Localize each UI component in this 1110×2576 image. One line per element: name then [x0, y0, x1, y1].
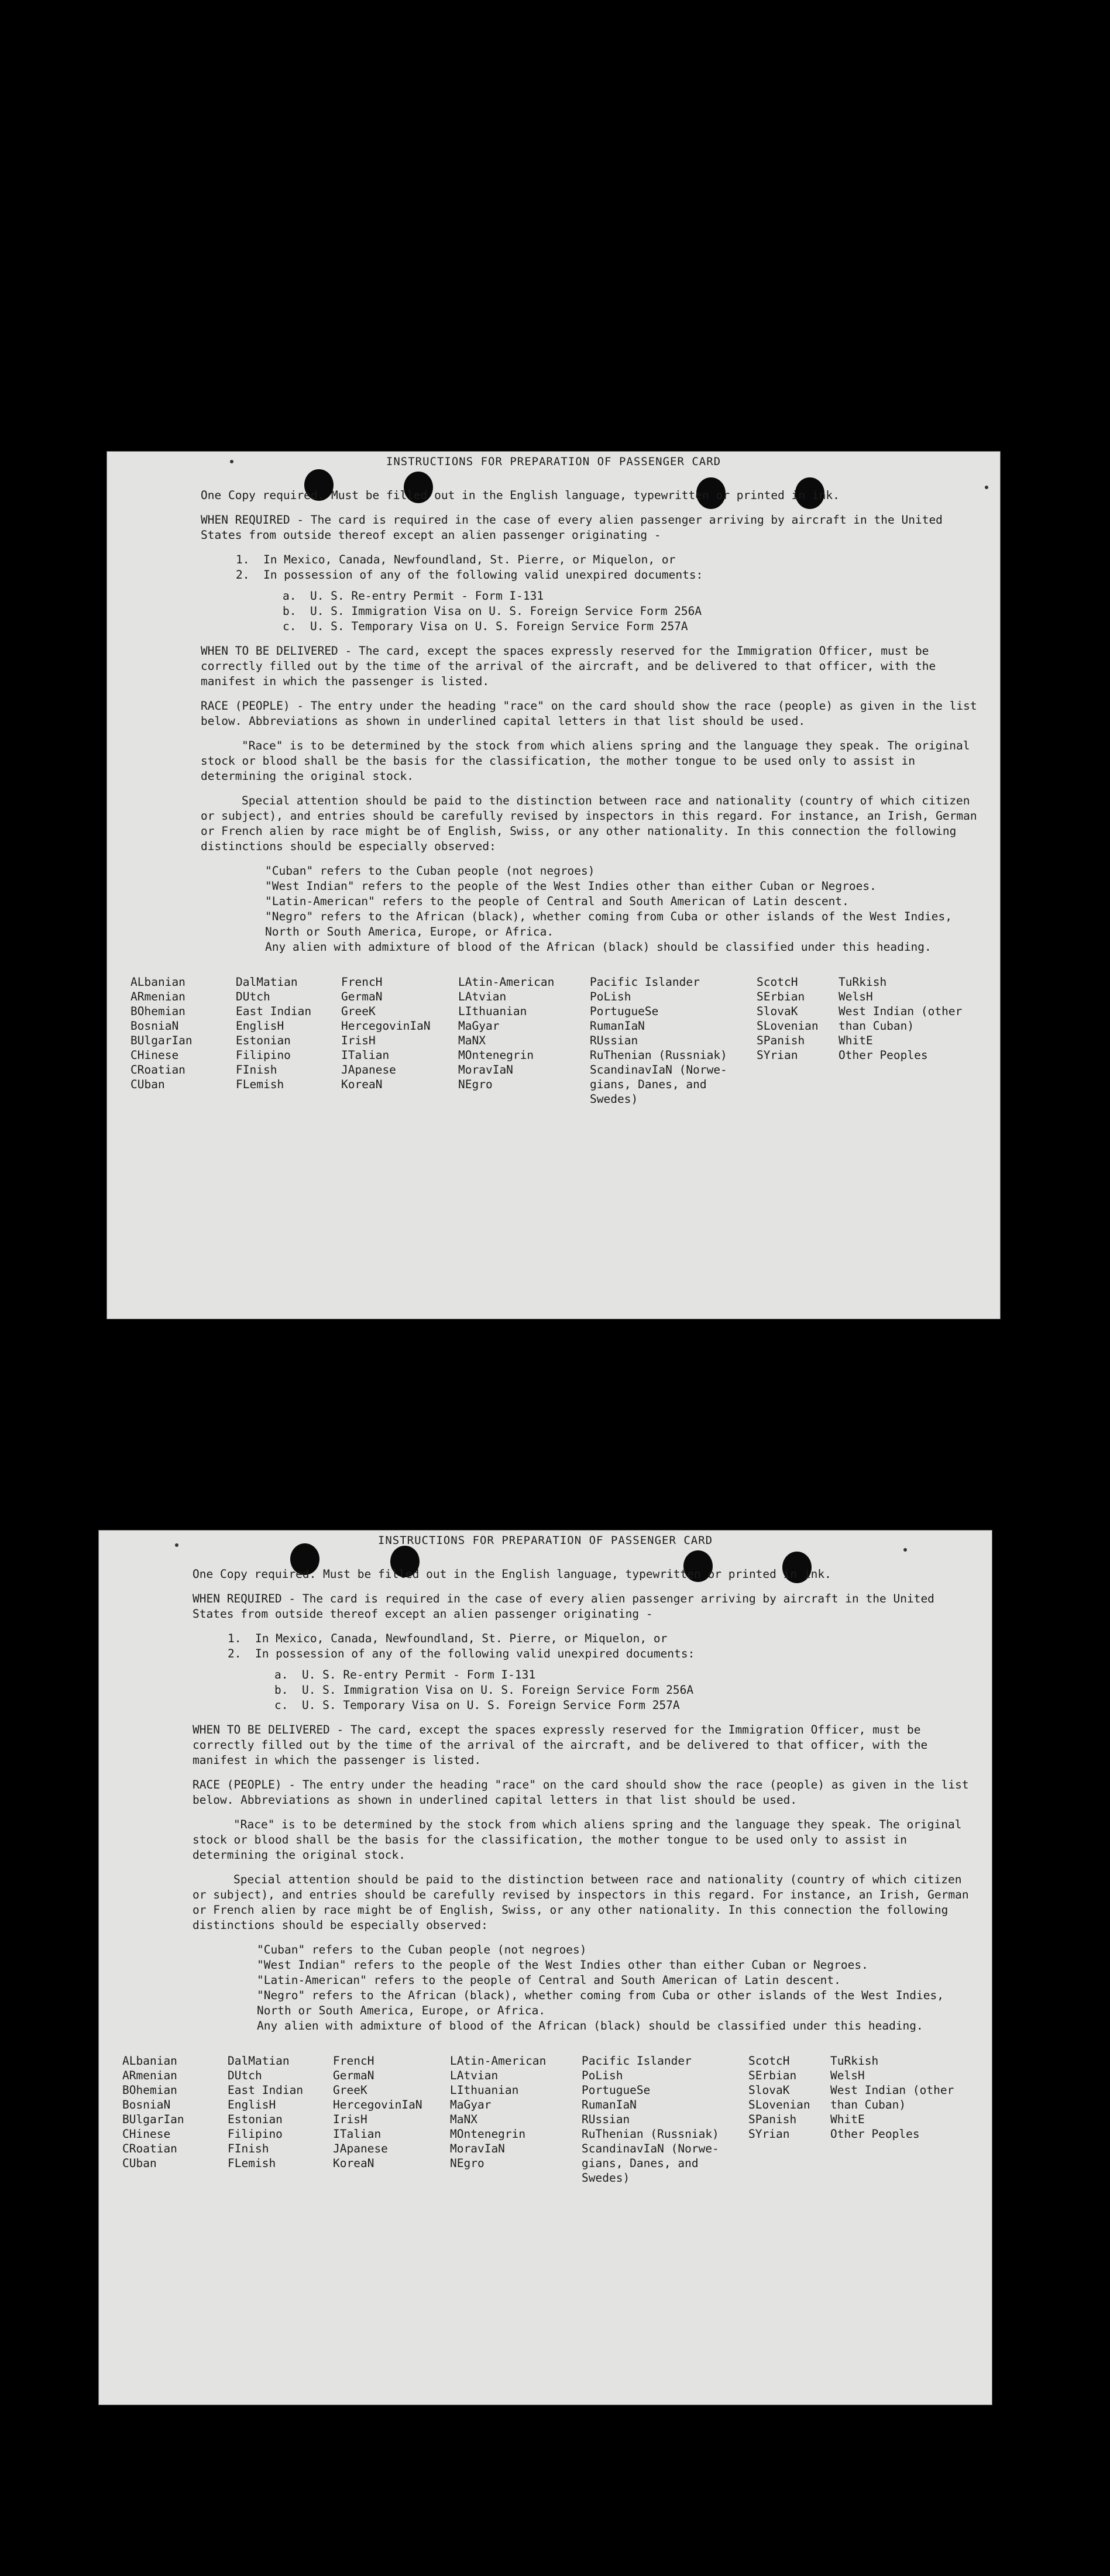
race-item: PortugueSe [582, 2083, 651, 2097]
race-item: BOhemian [130, 1005, 185, 1018]
document-page-2 [99, 1531, 992, 2405]
race-column [130, 975, 236, 1106]
race-item: FrencH [333, 2054, 374, 2068]
race-column [582, 2054, 748, 2185]
race-item: WelsH [830, 2069, 865, 2082]
race-column [830, 2054, 971, 2185]
race-item: RUssian [582, 2113, 630, 2126]
race-item: MaGyar [458, 1019, 500, 1033]
race-item: Estonian [228, 2113, 283, 2126]
special-attention-paragraph: Special attention should be paid to the distinction between race and nationality (country of which citizen or subject), and entries should be carefully revised by inspectors in this regard. For instance, an Irish, German or French alien by race might be of English, Swiss, or any other nationality. In this connection the following distinctions should be especially observed: [201, 794, 977, 853]
race-item: SlovaK [757, 1005, 798, 1018]
race-column [122, 2054, 228, 2185]
race-item: BUlgarIan [130, 1034, 193, 1047]
race-item: RumanIaN [590, 1019, 645, 1033]
race-item: LIthuanian [450, 2083, 519, 2097]
race-column [838, 975, 979, 1106]
race-item: MaGyar [450, 2098, 492, 2111]
race-item: MoravIaN [450, 2142, 505, 2155]
race-item: WhitE [838, 1034, 873, 1047]
race-item: WelsH [838, 990, 873, 1003]
race-item: FrencH [341, 975, 383, 989]
race-item: MOntenegrin [458, 1048, 534, 1062]
race-item: Other Peoples [830, 2127, 920, 2141]
race-item: GermaN [333, 2069, 374, 2082]
race-item: Filipino [236, 1048, 291, 1062]
race-item: East Indian [228, 2083, 304, 2097]
race-item: FInish [236, 1063, 277, 1077]
race-stock-paragraph: "Race" is to be determined by the stock from which aliens spring and the language they speak. The original stock or blood shall be the basis for the classification, the mother tongue to be used only to assist in determining the original stock. [193, 1818, 962, 1862]
when-required-paragraph: WHEN REQUIRED - The card is required in the case of every alien passenger arriving by aircraft in the United States from outside thereof except an alien passenger originating - [201, 513, 943, 542]
race-item: SYrian [748, 2127, 790, 2141]
when-delivered-paragraph: WHEN TO BE DELIVERED - The card, except the spaces expressly reserved for the Immigration Officer, must be correctly filled out by the time of the arrival of the aircraft, and be delivered to that officer, with the manifest in which the passenger is listed. [201, 644, 936, 688]
document-item: b. U. S. Immigration Visa on U. S. Foreign Service Form 256A [274, 1683, 694, 1697]
definition-item: "Negro" refers to the African (black), whether coming from Cuba or other islands of the West Indies, North or South America, Europe, or Africa. [265, 910, 952, 938]
race-item: Pacific Islander [590, 975, 700, 989]
race-item: RuThenian (Russniak) [590, 1048, 727, 1062]
instructions-body [130, 488, 985, 1106]
race-list [130, 975, 985, 1106]
race-item: HercegovinIaN [333, 2098, 422, 2111]
race-column [757, 975, 838, 1106]
race-item: EnglisH [236, 1019, 284, 1033]
race-item: SLovenian [748, 2098, 810, 2111]
race-item: GermaN [341, 990, 383, 1003]
race-item: ScotcH [748, 2054, 790, 2068]
race-item: TuRkish [838, 975, 887, 989]
race-item: GreeK [341, 1005, 376, 1018]
race-item: IrisH [333, 2113, 367, 2126]
race-item: LAtin-American [458, 975, 555, 989]
race-item: Pacific Islander [582, 2054, 692, 2068]
race-item: MaNX [458, 1034, 486, 1047]
definition-item: "Latin-American" refers to the people of Central and South American of Latin descent. [257, 1973, 841, 1987]
condition-item: 2. In possession of any of the following valid unexpired documents: [228, 1647, 695, 1660]
race-item: IrisH [341, 1034, 376, 1047]
speck [903, 1548, 907, 1552]
race-column [228, 2054, 333, 2185]
definitions-list [265, 864, 985, 955]
race-stock-paragraph: "Race" is to be determined by the stock from which aliens spring and the language they speak. The original stock or blood shall be the basis for the classification, the mother tongue to be used only to assist in determining the original stock. [201, 739, 970, 783]
race-item: LIthuanian [458, 1005, 527, 1018]
race-item: ALbanian [130, 975, 185, 989]
race-item: SLovenian [757, 1019, 819, 1033]
race-item: SErbian [757, 990, 805, 1003]
race-item: CUban [122, 2157, 157, 2170]
race-item: JApanese [341, 1063, 396, 1077]
race-column [590, 975, 757, 1106]
when-delivered-paragraph: WHEN TO BE DELIVERED - The card, except the spaces expressly reserved for the Immigration Officer, must be correctly filled out by the time of the arrival of the aircraft, and be delivered to that officer, with the manifest in which the passenger is listed. [193, 1723, 928, 1767]
race-item: ARmenian [122, 2069, 177, 2082]
race-item: JApanese [333, 2142, 388, 2155]
race-item: LAtin-American [450, 2054, 547, 2068]
copy-instruction: One Copy required. Must be filled out in the English language, typewritten or printed in ink. [201, 489, 840, 502]
race-item: ScotcH [757, 975, 798, 989]
race-item: PortugueSe [590, 1005, 659, 1018]
definition-item: "Negro" refers to the African (black), whether coming from Cuba or other islands of the West Indies, North or South America, Europe, or Africa. [257, 1989, 944, 2017]
special-attention-paragraph: Special attention should be paid to the distinction between race and nationality (country of which citizen or subject), and entries should be carefully revised by inspectors in this regard. For instance, an Irish, German or French alien by race might be of English, Swiss, or any other nationality. In this connection the following distinctions should be especially observed: [193, 1873, 969, 1932]
definition-item: "Cuban" refers to the Cuban people (not negroes) [257, 1943, 587, 1956]
race-list [122, 2054, 977, 2185]
race-item: SlovaK [748, 2083, 790, 2097]
race-item: West Indian (other than Cuban) [838, 1005, 963, 1033]
race-item: ALbanian [122, 2054, 177, 2068]
race-item: GreeK [333, 2083, 367, 2097]
race-item: PoLish [582, 2069, 623, 2082]
documents-list [283, 589, 985, 634]
document-item: b. U. S. Immigration Visa on U. S. Foreign Service Form 256A [283, 604, 702, 618]
race-item: Other Peoples [838, 1048, 928, 1062]
race-item: RuThenian (Russniak) [582, 2127, 719, 2141]
document-item: c. U. S. Temporary Visa on U. S. Foreign Service Form 257A [283, 620, 688, 633]
race-item: CHinese [130, 1048, 179, 1062]
race-item: EnglisH [228, 2098, 276, 2111]
race-item: Filipino [228, 2127, 283, 2141]
definition-item: "Latin-American" refers to the people of Central and South American of Latin descent. [265, 895, 849, 908]
race-item: WhitE [830, 2113, 865, 2126]
speck [985, 486, 988, 489]
race-item: ScandinavIaN (Norwe- gians, Danes, and Swedes) [582, 2142, 719, 2185]
race-item: Estonian [236, 1034, 291, 1047]
race-item: DUtch [228, 2069, 262, 2082]
race-item: MaNX [450, 2113, 477, 2126]
race-item: LAtvian [458, 990, 507, 1003]
conditions-list [228, 1631, 977, 1662]
document-item: c. U. S. Temporary Visa on U. S. Foreign Service Form 257A [274, 1698, 680, 1712]
race-people-paragraph: RACE (PEOPLE) - The entry under the heading "race" on the card should show the race (people) as given in the list below. Abbreviations as shown in underlined capital letters in that list should be used. [201, 699, 977, 728]
race-people-paragraph: RACE (PEOPLE) - The entry under the heading "race" on the card should show the race (people) as given in the list below. Abbreviations as shown in underlined capital letters in that list should be used. [193, 1778, 969, 1807]
document-title: INSTRUCTIONS FOR PREPARATION OF PASSENGER CARD [377, 1534, 713, 1547]
definitions-list [257, 1942, 977, 2034]
race-item: LAtvian [450, 2069, 499, 2082]
race-item: FLemish [228, 2157, 276, 2170]
race-item: CUban [130, 1078, 165, 1091]
race-item: ITalian [341, 1048, 390, 1062]
race-item: DalMatian [228, 2054, 290, 2068]
condition-item: 2. In possession of any of the following valid unexpired documents: [236, 568, 703, 582]
copy-instruction: One Copy required. Must be filled out in the English language, typewritten or printed in ink. [193, 1567, 831, 1581]
race-item: SErbian [748, 2069, 797, 2082]
race-column [341, 975, 458, 1106]
document-page-1 [107, 452, 1000, 1319]
race-item: DUtch [236, 990, 270, 1003]
race-item: ScandinavIaN (Norwe- gians, Danes, and Swedes) [590, 1063, 727, 1106]
documents-list [274, 1667, 977, 1713]
race-item: BOhemian [122, 2083, 177, 2097]
definition-item: "West Indian" refers to the people of the West Indies other than either Cuban or Negroes. [265, 879, 877, 893]
race-item: RUssian [590, 1034, 638, 1047]
race-item: DalMatian [236, 975, 298, 989]
document-title: INSTRUCTIONS FOR PREPARATION OF PASSENGER CARD [386, 455, 721, 468]
race-item: SPanish [757, 1034, 805, 1047]
definition-item: Any alien with admixture of blood of the African (black) should be classified under this heading. [265, 940, 932, 954]
definition-item: Any alien with admixture of blood of the African (black) should be classified under this heading. [257, 2019, 923, 2032]
race-item: MOntenegrin [450, 2127, 526, 2141]
race-item: CRoatian [122, 2142, 177, 2155]
race-item: KoreaN [333, 2157, 374, 2170]
race-item: NEgro [450, 2157, 484, 2170]
document-item: a. U. S. Re-entry Permit - Form I-131 [283, 589, 544, 603]
race-item: East Indian [236, 1005, 312, 1018]
race-item: NEgro [458, 1078, 493, 1091]
race-column [236, 975, 341, 1106]
race-item: MoravIaN [458, 1063, 513, 1077]
document-item: a. U. S. Re-entry Permit - Form I-131 [274, 1668, 536, 1681]
race-item: TuRkish [830, 2054, 879, 2068]
race-item: ITalian [333, 2127, 382, 2141]
race-item: West Indian (other than Cuban) [830, 2083, 954, 2111]
race-item: SPanish [748, 2113, 797, 2126]
race-item: ARmenian [130, 990, 185, 1003]
conditions-list [236, 552, 985, 583]
race-column [333, 2054, 450, 2185]
race-column [450, 2054, 582, 2185]
race-item: RumanIaN [582, 2098, 637, 2111]
race-item: SYrian [757, 1048, 798, 1062]
race-column [748, 2054, 830, 2185]
race-item: PoLish [590, 990, 631, 1003]
race-item: FLemish [236, 1078, 284, 1091]
when-required-paragraph: WHEN REQUIRED - The card is required in the case of every alien passenger arriving by aircraft in the United States from outside thereof except an alien passenger originating - [193, 1592, 934, 1621]
race-item: BosniaN [130, 1019, 179, 1033]
race-item: CRoatian [130, 1063, 185, 1077]
race-item: FInish [228, 2142, 269, 2155]
race-item: HercegovinIaN [341, 1019, 431, 1033]
condition-item: 1. In Mexico, Canada, Newfoundland, St. Pierre, or Miquelon, or [236, 553, 676, 566]
race-item: KoreaN [341, 1078, 383, 1091]
condition-item: 1. In Mexico, Canada, Newfoundland, St. Pierre, or Miquelon, or [228, 1632, 668, 1645]
race-item: CHinese [122, 2127, 171, 2141]
race-item: BosniaN [122, 2098, 171, 2111]
race-column [458, 975, 590, 1106]
definition-item: "West Indian" refers to the people of the West Indies other than either Cuban or Negroes. [257, 1958, 868, 1972]
instructions-body [122, 1567, 977, 2185]
definition-item: "Cuban" refers to the Cuban people (not negroes) [265, 864, 595, 878]
race-item: BUlgarIan [122, 2113, 184, 2126]
